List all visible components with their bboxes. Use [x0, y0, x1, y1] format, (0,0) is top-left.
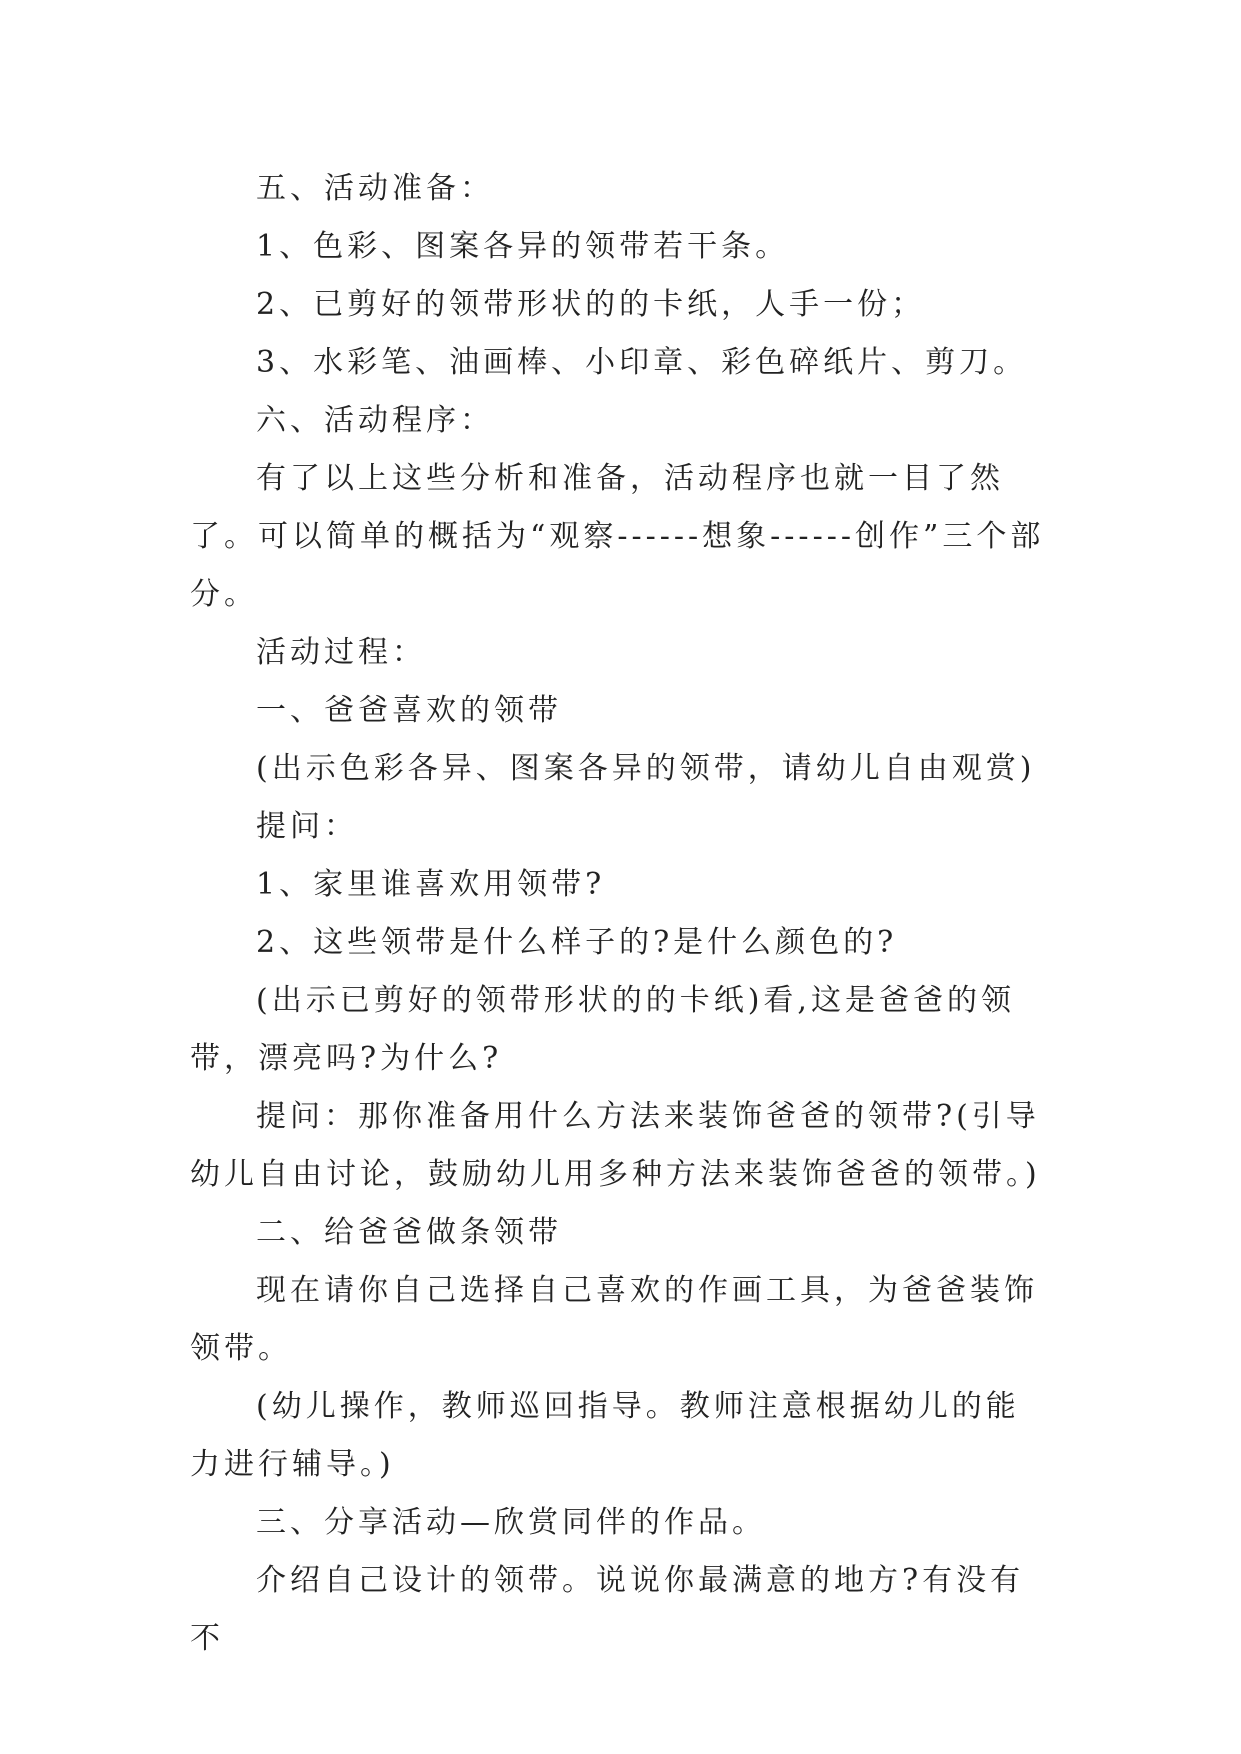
section-heading-preparation: 五、活动准备： [256, 171, 494, 206]
paragraph: 提问：那你准备用什么方法来装饰爸爸的领带?(引导幼儿自由讨论，鼓励幼儿用多种方法来装饰爸爸的领带。) [190, 1099, 1041, 1192]
list-item: 2、已剪好的领带形状的的卡纸，人手一份； [256, 287, 926, 322]
paragraph: (幼儿操作，教师巡回指导。教师注意根据幼儿的能力进行辅导。) [190, 1389, 1020, 1482]
paragraph: (出示色彩各异、图案各异的领带，请幼儿自由观赏) [256, 751, 1036, 786]
list-item: 2、这些领带是什么样子的?是什么颜色的? [256, 925, 898, 960]
list-item: 1、色彩、图案各异的领带若干条。 [256, 229, 790, 264]
paragraph: (出示已剪好的领带形状的的卡纸)看,这是爸爸的领带，漂亮吗?为什么? [190, 983, 1015, 1076]
paragraph: 有了以上这些分析和准备，活动程序也就一目了然了。可以简单的概括为“观察------想象------创作”三个部分。 [190, 461, 1045, 612]
section-heading-procedure: 六、活动程序： [256, 403, 494, 438]
section-heading-process: 活动过程： [256, 635, 426, 670]
list-item: 1、家里谁喜欢用领带? [256, 867, 606, 902]
paragraph: 介绍自己设计的领带。说说你最满意的地方?有没有不 [190, 1563, 1025, 1656]
subsection-heading: 三、分享活动—欣赏同伴的作品。 [256, 1505, 766, 1540]
subsection-heading: 一、爸爸喜欢的领带 [256, 693, 562, 728]
label-questions: 提问： [256, 809, 358, 844]
subsection-heading: 二、给爸爸做条领带 [256, 1215, 562, 1250]
paragraph: 现在请你自己选择自己喜欢的作画工具，为爸爸装饰领带。 [190, 1273, 1038, 1366]
document-body [190, 160, 1050, 1668]
list-item: 3、水彩笔、油画棒、小印章、彩色碎纸片、剪刀。 [256, 345, 1028, 380]
